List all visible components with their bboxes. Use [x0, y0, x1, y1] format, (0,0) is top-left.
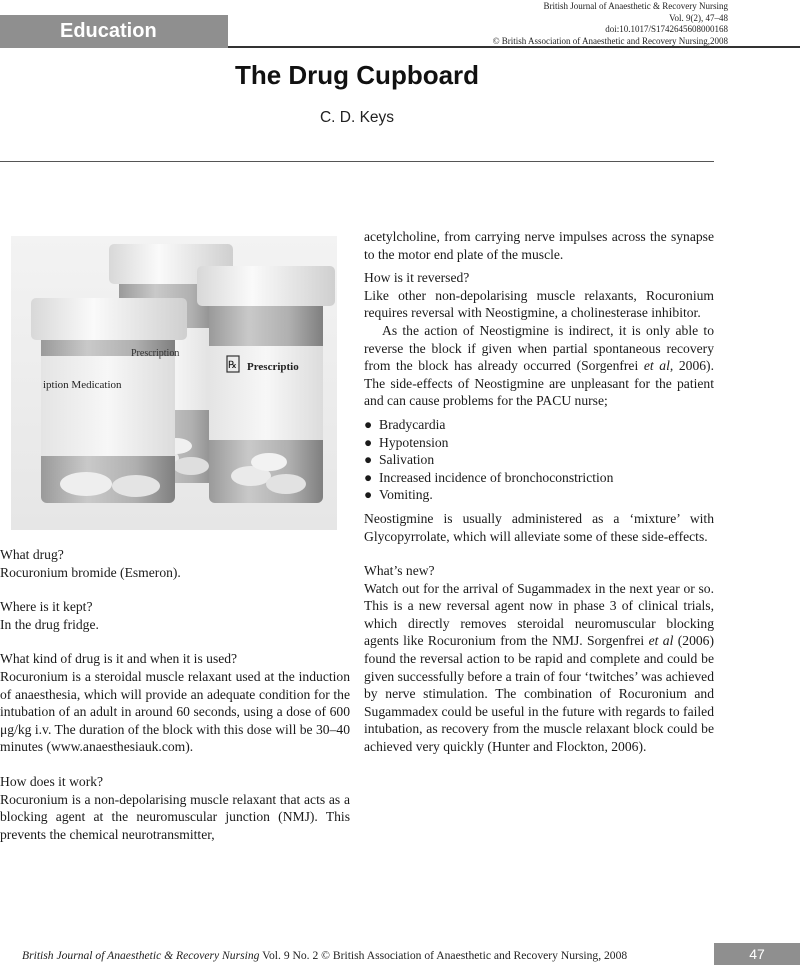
journal-meta: [493, 1, 728, 47]
reversal-text-2: , 2006). The side-effects of Neostigmine are unpleasant for the patient and can cause problems for the PACU nurse;: [364, 358, 714, 409]
citation-et-al: et al: [648, 633, 674, 649]
footer-journal: British Journal of Anaesthetic & Recovery Nursing: [22, 949, 260, 962]
side-effect-salivation: Salivation: [379, 452, 435, 468]
answer-how-work: Rocuronium is a non-depolarising muscle relaxant that acts as a blocking agent at the neuromuscular junction (NMJ). This prevents the chemical neurotransmitter,: [0, 791, 350, 842]
doi-link[interactable]: doi:10.1017/S1742645608000168: [605, 24, 728, 34]
side-effect-vomiting: Vomiting.: [379, 487, 433, 503]
title-divider: [0, 161, 714, 162]
section-label: Education: [0, 15, 228, 48]
bullet-icon: ●: [364, 416, 373, 432]
article-author: C. D. Keys: [319, 109, 395, 126]
answer-what-drug: Rocuronium bromide (Esmeron).: [0, 564, 181, 580]
bullet-icon: ●: [364, 487, 373, 503]
prescription-bottles-photo: [11, 236, 337, 530]
photo-label-left: iption Medication: [43, 379, 122, 391]
question-kind-of-drug: What kind of drug is it and when it is used?: [0, 651, 238, 667]
side-effect-bradycardia: Bradycardia: [379, 416, 446, 432]
bullet-icon: ●: [364, 452, 373, 468]
photo-label-middle: Prescription: [131, 348, 180, 359]
question-how-work: How does it work?: [0, 773, 104, 789]
side-effect-hypotension: Hypotension: [379, 434, 449, 450]
photo-rx-symbol: ℞: [228, 360, 237, 371]
answer-where-kept: In the drug fridge.: [0, 616, 99, 632]
left-column: [0, 546, 350, 843]
article-title: The Drug Cupboard: [234, 60, 480, 90]
whats-new-text-1: Watch out for the arrival of Sugammadex in the next year or so. This is a new reversal agent now in phase 3 of clinical trials, which directly removes steroidal neuromuscular blocking agents like Rocuronium from the NMJ. Sorgenfrei: [364, 580, 714, 649]
footer-issue: Vol. 9 No. 2 © British Association of Anaesthetic and Recovery Nursing, 2008: [259, 949, 628, 962]
journal-volume: Vol. 9(2), 47–48: [669, 12, 728, 23]
footer-citation: [22, 949, 627, 962]
journal-copyright: © British Association of Anaesthetic and Recovery Nursing,2008: [492, 35, 728, 46]
list-item: [364, 469, 714, 487]
list-item: [364, 451, 714, 469]
answer-kind-of-drug: Rocuronium is a steroidal muscle relaxant used at the induction of anaesthesia, which will provide an adequate condition for the intubation of an adult in around 60 seconds, using a dose of 600 μg/kg i.v. The duration of the block with this dose will be 30–40 minutes (www.anaesthesiauk.com).: [0, 668, 350, 755]
answer-whats-new: [364, 580, 714, 756]
question-what-drug: What drug?: [0, 547, 64, 562]
side-effect-bronchoconstriction: Increased incidence of bronchoconstriction: [379, 469, 614, 485]
bullet-icon: ●: [364, 469, 373, 485]
answer-reversal-intro: Like other non-depolarising muscle relaxants, Rocuronium requires reversal with Neostigmine, a cholinesterase inhibitor.: [364, 287, 714, 321]
journal-name: British Journal of Anaesthetic & Recovery Nursing: [543, 1, 728, 11]
bullet-icon: ●: [364, 434, 373, 450]
question-where-kept: Where is it kept?: [0, 599, 93, 615]
question-whats-new: What’s new?: [364, 563, 435, 579]
reversal-text-1: As the action of Neostigmine is indirect, it is only able to reverse the block if given when partial spontaneous recovery from the block has already occurred (Sorgenfrei: [364, 322, 714, 374]
list-item: [364, 416, 714, 434]
side-effects-list: [364, 416, 714, 504]
question-how-reversed: How is it reversed?: [364, 270, 470, 286]
answer-how-work-continued: acetylcholine, from carrying nerve impulses across the synapse to the motor end plate of the muscle.: [364, 229, 714, 262]
answer-reversal-detail: [364, 322, 714, 410]
list-item: [364, 434, 714, 452]
page-number: 47: [714, 943, 800, 965]
answer-mixture: Neostigmine is usually administered as a ‘mixture’ with Glycopyrrolate, which will alleviate some of these side-effects.: [364, 510, 714, 544]
photo-label-right: Prescriptio: [247, 361, 299, 373]
citation-et-al: et al: [643, 358, 670, 374]
whats-new-text-2: (2006) found the reversal action to be rapid and complete and could be given successfully before a train of four ‘twitches’ was achieved by nerve stimulation. The combination of Rocuronium and Sugammadex could be useful in the future with regards to failed intubation, as recovery from the muscle relaxant block could be achieved very quickly (Hunter and Flockton, 2006).: [364, 633, 714, 755]
list-item: [364, 486, 714, 504]
right-column: [364, 228, 714, 756]
